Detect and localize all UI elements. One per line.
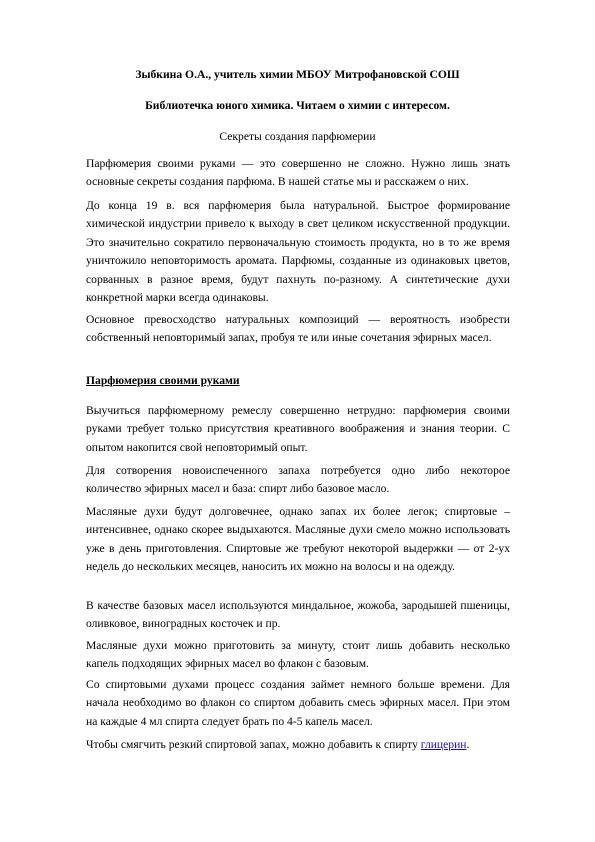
paragraph-history: До конца 19 в. вся парфюмерия была натуральной. Быстрое формирование химической индустрии привело к выходу в свет целиком искусственной продукции. Это значительно сократило первоначальную стоимость продукта, но в то же время уничтожило неповторимость аромата. Парфюмы, созданные из одинаковых цветов, сорванных в разное время, будут пахнуть по-разному. А синтетические духи конкретной марки всегда одинаковы. [86,199,510,305]
paragraph-glycerin [86,736,510,754]
paragraph-intro: Парфюмерия своими руками — это совершенно не сложно. Нужно лишь знать основные секреты создания парфюма. В нашей статье мы и расскажем о них. [86,157,510,189]
author-line: Зыбкина О.А., учитель химии МБОУ Митрофановской СОШ [135,68,460,81]
paragraph-alcohol-perfume: Со спиртовыми духами процесс создания займет немного больше времени. Для начала необходимо во флакон со спиртом добавить смесь эфирных масел. При этом на каждые 4 мл спирта следует брать по 4-5 капель масел. [86,678,510,728]
section-heading: Парфюмерия своими руками [86,374,240,387]
paragraph-glycerin-end: . [466,738,470,751]
paragraph-learning: Выучиться парфюмерному ремеслу совершенно нетрудно: парфюмерия своими руками требует только присутствия креативного воображения и знания теории. С опытом накопится свой неповторимый опыт. [86,404,510,454]
paragraph-advantage: Основное превосходство натуральных композиций — вероятность изобрести собственный неповторимый запах, пробуя те или иные сочетания эфирных масел. [86,313,510,345]
series-line: Библиотечка юного химика. Читаем о химии с интересом. [145,99,450,112]
glycerin-link[interactable]: глицерин [420,738,467,751]
paragraph-ingredients: Для сотворения новоиспеченного запаха потребуется одно либо некоторое количество эфирных масел и база: спирт либо базовое масло. [86,464,510,496]
paragraph-oil-perfume: Масляные духи можно приготовить за минуту, стоит лишь добавить несколько капель подходящих эфирных масел во флакон с базовым. [86,639,510,671]
paragraph-oil-vs-alcohol: Масляные духи будут долговечнее, однако запах их более легок; спиртовые – интенсивнее, однако скорее выдыхаются. Масляные духи смело можно использовать уже в день приготовления. Спиртовые же требуют некоторой выдержки — от 2-ух недель до нескольких месяцев, наносить их можно на волосы и на одежду. [86,505,510,574]
paragraph-base-oils: В качестве базовых масел используются миндальное, жожоба, зародышей пшеницы, оливковое, виноградных косточек и пр. [86,599,510,631]
paragraph-glycerin-text: Чтобы смягчить резкий спиртовой запах, можно добавить к спирту [86,738,421,751]
document-title: Секреты создания парфюмерии [219,130,376,143]
